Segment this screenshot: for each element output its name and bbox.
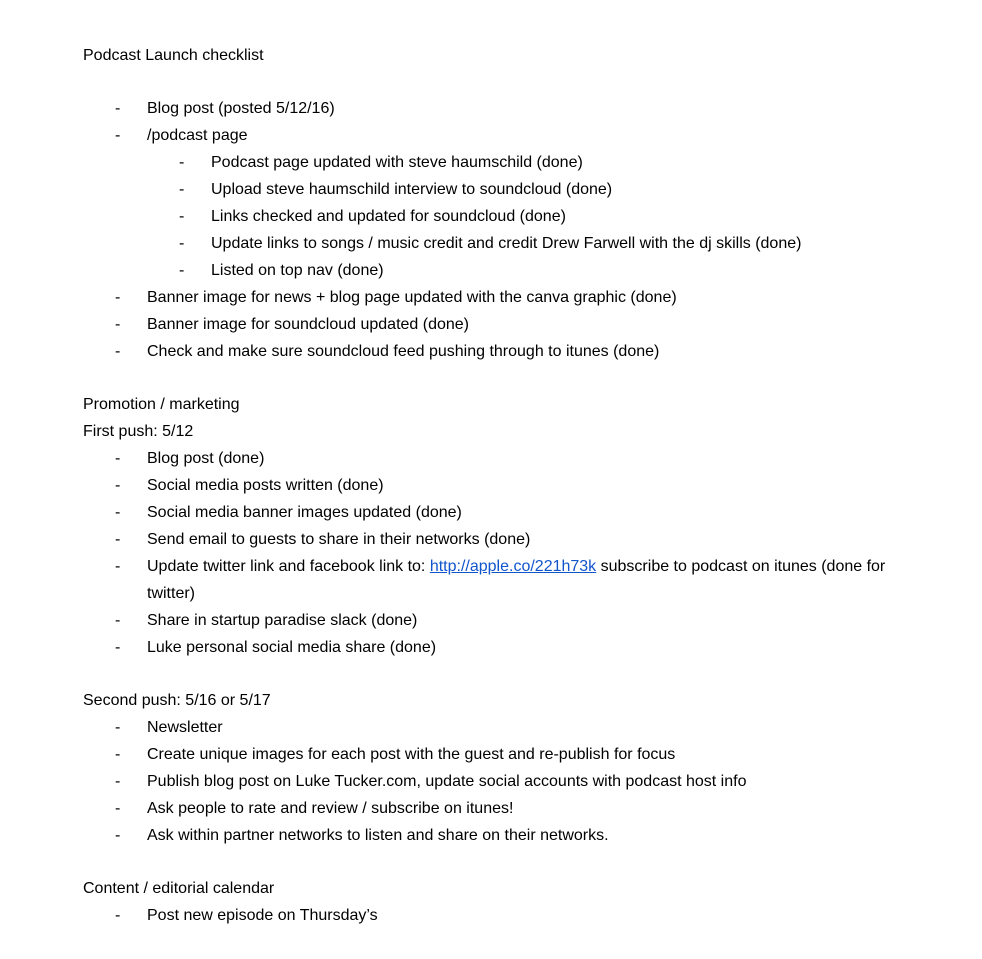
bullet-dash: - <box>115 127 121 144</box>
bullet-dash: - <box>115 316 121 333</box>
list-item <box>179 203 918 230</box>
bullet-dash: - <box>115 343 121 360</box>
list-item <box>179 230 918 257</box>
list-item <box>115 122 918 149</box>
list-item-text: Luke personal social media share (done) <box>147 639 437 656</box>
bullet-dash: - <box>115 612 121 629</box>
list-item <box>115 768 918 795</box>
list-item-text: Upload steve haumschild interview to soundcloud (done) <box>211 181 613 198</box>
list-item <box>115 714 918 741</box>
list-item <box>179 176 918 203</box>
link-item-before: Update twitter link and facebook link to: <box>147 558 430 575</box>
list-item-text: Check and make sure soundcloud feed pushing through to itunes (done) <box>147 343 660 360</box>
bullet-dash: - <box>179 262 185 279</box>
list-item <box>115 526 918 553</box>
bullet-dash: - <box>115 746 121 763</box>
list-item-text: Newsletter <box>147 719 223 736</box>
list-item <box>115 95 918 122</box>
list-item <box>115 795 918 822</box>
list-item-text: Blog post (posted 5/12/16) <box>147 100 335 117</box>
list-item-text: Social media banner images updated (done) <box>147 504 462 521</box>
list-item-text <box>147 553 918 607</box>
first-push-label: First push: 5/12 <box>83 423 194 440</box>
list-item <box>115 607 918 634</box>
spacer <box>83 365 918 391</box>
list-item <box>115 338 918 365</box>
list-item-text: Social media posts written (done) <box>147 477 384 494</box>
list-item-text: Send email to guests to share in their networks (done) <box>147 531 531 548</box>
section-heading-promotion: Promotion / marketing <box>83 396 240 413</box>
list-item-text: Banner image for soundcloud updated (done) <box>147 316 469 333</box>
list-item-text: Update links to songs / music credit and credit Drew Farwell with the dj skills (done) <box>211 235 802 252</box>
bullet-dash: - <box>115 450 121 467</box>
list-item <box>115 284 918 311</box>
list-item-text: Blog post (done) <box>147 450 265 467</box>
section-heading-second-push: Second push: 5/16 or 5/17 <box>83 692 271 709</box>
bullet-dash: - <box>179 181 185 198</box>
bullet-dash: - <box>115 531 121 548</box>
bullet-dash: - <box>115 800 121 817</box>
bullet-dash: - <box>115 773 121 790</box>
bullet-dash: - <box>115 504 121 521</box>
list-item-text: Banner image for news + blog page updated with the canva graphic (done) <box>147 289 677 306</box>
list-item <box>115 445 918 472</box>
list-item-text: Podcast page updated with steve haumschild (done) <box>211 154 583 171</box>
spacer <box>83 69 918 95</box>
page-title: Podcast Launch checklist <box>83 47 264 64</box>
list-item <box>115 634 918 661</box>
list-item-text: Listed on top nav (done) <box>211 262 384 279</box>
link-item-after: subscribe to podcast on itunes (done for twitter) <box>147 558 886 602</box>
list-item-text: Links checked and updated for soundcloud (done) <box>211 208 566 225</box>
apple-podcast-link[interactable]: http://apple.co/221h73k <box>429 558 597 575</box>
list-item <box>115 311 918 338</box>
bullet-dash: - <box>115 477 121 494</box>
list-item-text: Share in startup paradise slack (done) <box>147 612 418 629</box>
bullet-dash: - <box>115 719 121 736</box>
list-item <box>115 822 918 849</box>
list-item-text: /podcast page <box>147 127 248 144</box>
spacer <box>83 661 918 687</box>
bullet-dash: - <box>179 208 185 225</box>
bullet-dash: - <box>179 154 185 171</box>
list-item-text: Create unique images for each post with the guest and re-publish for focus <box>147 746 676 763</box>
section-heading-content-calendar: Content / editorial calendar <box>83 880 275 897</box>
list-item-text: Ask within partner networks to listen and share on their networks. <box>147 827 609 844</box>
bullet-dash: - <box>115 289 121 306</box>
bullet-dash: - <box>115 100 121 117</box>
list-item <box>115 499 918 526</box>
list-item <box>179 149 918 176</box>
list-item <box>115 902 918 929</box>
list-item <box>115 741 918 768</box>
bullet-dash: - <box>179 235 185 252</box>
bullet-dash: - <box>115 907 121 924</box>
bullet-dash: - <box>115 639 121 656</box>
bullet-dash: - <box>115 558 121 575</box>
bullet-dash: - <box>115 827 121 844</box>
list-item <box>115 553 918 607</box>
list-item-text: Publish blog post on Luke Tucker.com, update social accounts with podcast host info <box>147 773 747 790</box>
list-item-text: Ask people to rate and review / subscribe on itunes! <box>147 800 514 817</box>
list-item <box>115 472 918 499</box>
list-item <box>179 257 918 284</box>
list-item-text: Post new episode on Thursday’s <box>147 907 378 924</box>
spacer <box>83 849 918 875</box>
